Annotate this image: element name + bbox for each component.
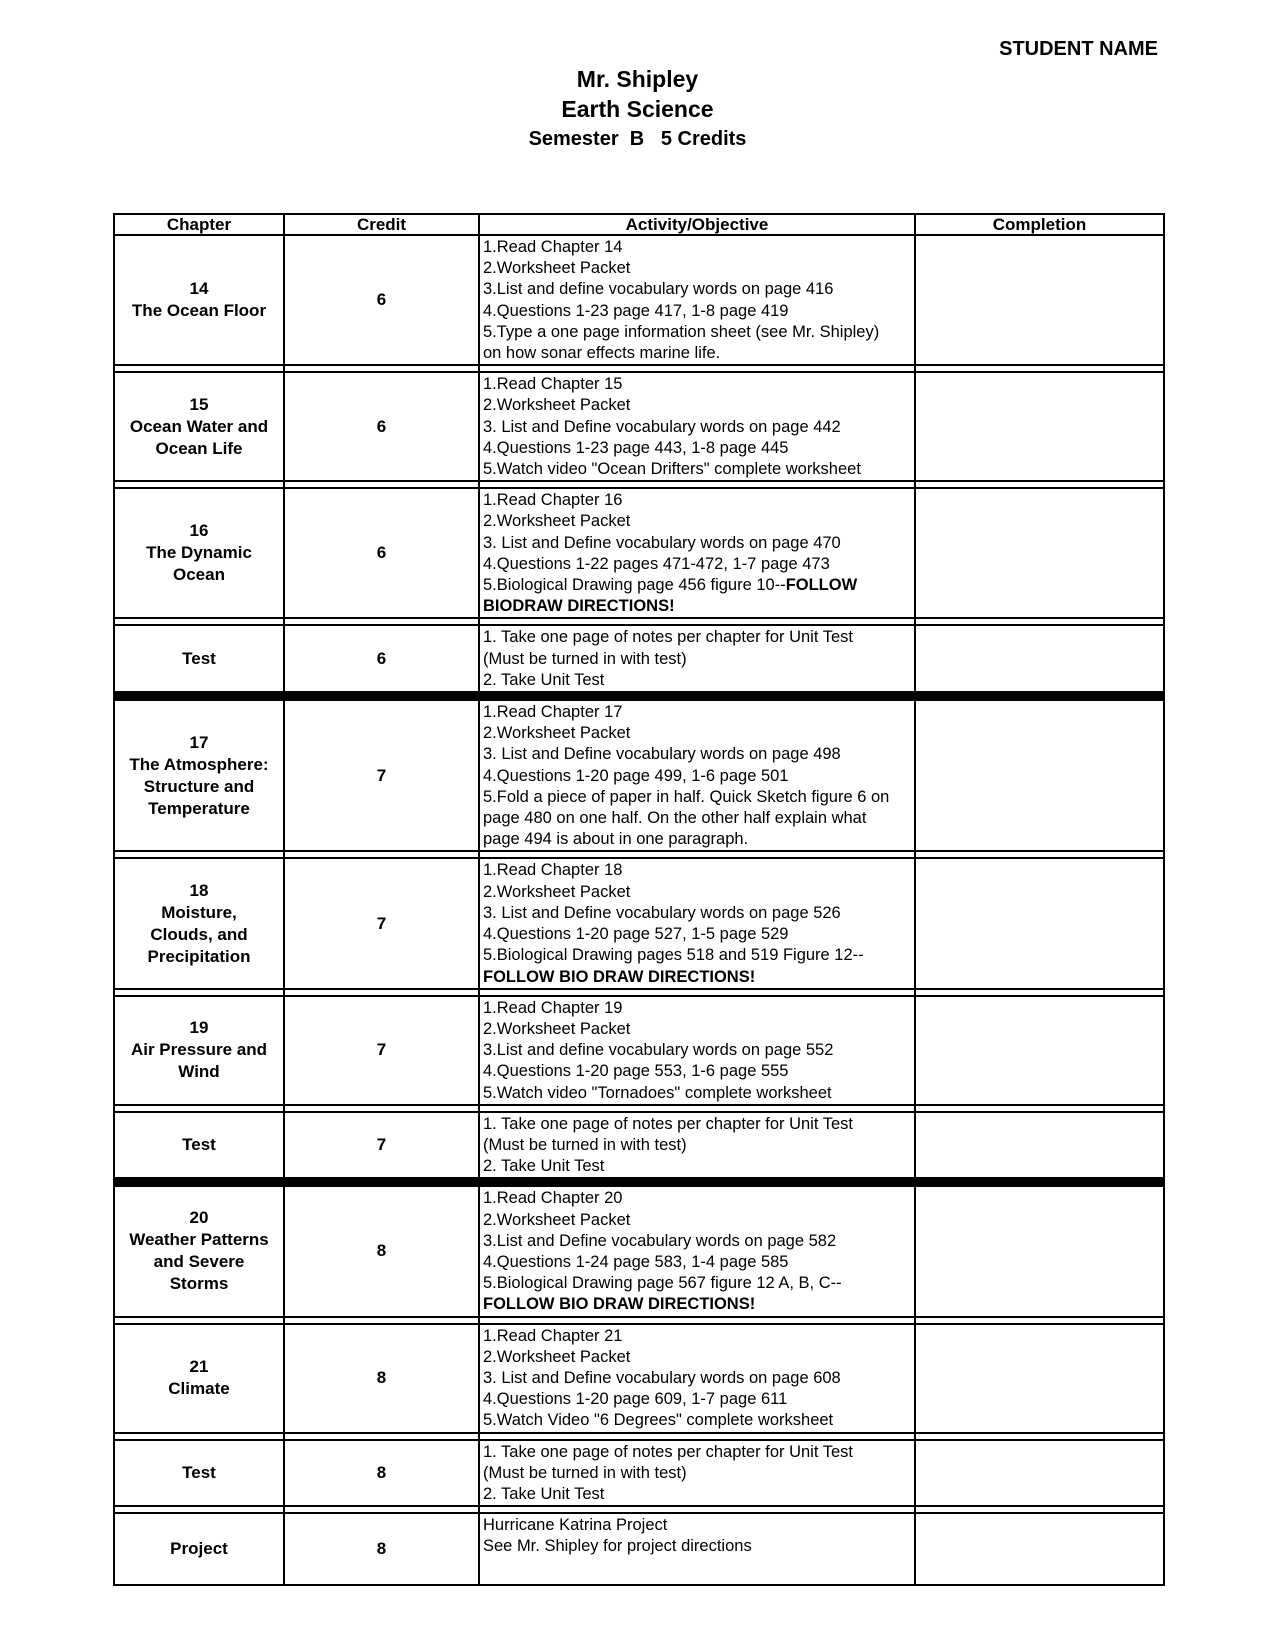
separator-cell xyxy=(915,1317,1164,1324)
activity-line xyxy=(483,1210,914,1231)
separator-cell xyxy=(284,1105,479,1112)
separator-cell xyxy=(479,365,915,372)
activity-line xyxy=(483,1231,914,1252)
activity-cell xyxy=(479,1324,915,1433)
activity-text: 5.Type a one page information sheet (see Mr. Shipley) xyxy=(483,322,880,341)
completion-cell[interactable] xyxy=(915,372,1164,481)
column-header-chapter: Chapter xyxy=(114,214,284,235)
activity-text: 5.Watch video "Tornadoes" complete worksheet xyxy=(483,1083,832,1102)
row-separator xyxy=(114,1433,1164,1440)
chapter-title: The Ocean Floor xyxy=(131,301,267,321)
activity-text: See Mr. Shipley for project directions xyxy=(483,1537,752,1556)
activity-text: 3. List and Define vocabulary words on page 470 xyxy=(483,533,841,552)
activity-text: 2.Worksheet Packet xyxy=(483,396,631,415)
chapter-number: 17 xyxy=(189,732,209,752)
table-row xyxy=(114,1112,1164,1179)
separator-cell xyxy=(284,1178,479,1186)
table-row xyxy=(114,1186,1164,1316)
activity-cell xyxy=(479,1112,915,1179)
section-divider xyxy=(114,692,1164,700)
separator-cell xyxy=(114,851,284,858)
table-row xyxy=(114,488,1164,618)
activity-text: (Must be turned in with test) xyxy=(483,1463,687,1482)
activity-line xyxy=(483,490,914,511)
table-header-row xyxy=(114,214,1164,235)
activity-text: 3. List and Define vocabulary words on page 498 xyxy=(483,745,841,764)
activity-text: 3.List and define vocabulary words on page 416 xyxy=(483,280,834,299)
activity-line xyxy=(483,438,914,459)
credit-cell: 6 xyxy=(284,235,479,365)
activity-line xyxy=(483,1083,914,1104)
activity-text: 4.Questions 1-24 page 583, 1-4 page 585 xyxy=(483,1252,789,1271)
separator-cell xyxy=(284,692,479,700)
chapter-title: Air Pressure and Wind xyxy=(130,1040,268,1082)
credit-cell: 8 xyxy=(284,1186,479,1316)
credit-cell: 7 xyxy=(284,1112,479,1179)
activity-line xyxy=(483,575,914,596)
separator-cell xyxy=(479,481,915,488)
activity-text: 4.Questions 1-23 page 443, 1-8 page 445 xyxy=(483,438,789,457)
activity-cell xyxy=(479,1440,915,1507)
completion-cell[interactable] xyxy=(915,996,1164,1105)
separator-cell xyxy=(915,481,1164,488)
separator-cell xyxy=(284,1317,479,1324)
row-separator xyxy=(114,1317,1164,1324)
completion-cell[interactable] xyxy=(915,488,1164,618)
chapter-title: Ocean Water and Ocean Life xyxy=(129,416,269,458)
chapter-number: 15 xyxy=(189,394,209,414)
activity-line xyxy=(483,511,914,532)
column-header-activity: Activity/Objective xyxy=(479,214,915,235)
chapter-cell xyxy=(114,625,284,692)
activity-line xyxy=(483,1019,914,1040)
chapter-cell xyxy=(114,1440,284,1507)
completion-cell[interactable] xyxy=(915,858,1164,988)
separator-cell xyxy=(915,618,1164,625)
activity-text: 2.Worksheet Packet xyxy=(483,259,631,278)
completion-cell[interactable] xyxy=(915,625,1164,692)
separator-cell xyxy=(114,365,284,372)
activity-text: 5.Fold a piece of paper in half. Quick Sketch figure 6 on xyxy=(483,787,890,806)
activity-line xyxy=(483,670,914,691)
row-separator xyxy=(114,989,1164,996)
activity-line xyxy=(483,1389,914,1410)
separator-cell xyxy=(479,1178,915,1186)
separator-cell xyxy=(479,1433,915,1440)
activity-line xyxy=(483,998,914,1019)
activity-line xyxy=(483,924,914,945)
activity-text: 3. List and Define vocabulary words on page 608 xyxy=(483,1368,841,1387)
semester-credits: Semester B 5 Credits xyxy=(528,128,747,150)
activity-text: 2. Take Unit Test xyxy=(483,1484,605,1503)
activity-text: 5.Watch Video "6 Degrees" complete worksheet xyxy=(483,1411,834,1430)
activity-line xyxy=(483,1410,914,1431)
separator-cell xyxy=(114,1317,284,1324)
activity-cell xyxy=(479,858,915,988)
schedule-table xyxy=(113,213,1165,1586)
activity-cell xyxy=(479,488,915,618)
table-row xyxy=(114,372,1164,481)
teacher-name: Mr. Shipley xyxy=(576,66,699,92)
row-separator xyxy=(114,618,1164,625)
completion-cell[interactable] xyxy=(915,1513,1164,1585)
activity-line xyxy=(483,744,914,765)
separator-cell xyxy=(284,1433,479,1440)
activity-text: on how sonar effects marine life. xyxy=(483,344,721,363)
chapter-cell xyxy=(114,700,284,851)
completion-cell[interactable] xyxy=(915,1440,1164,1507)
separator-cell xyxy=(114,692,284,700)
activity-bold-line: FOLLOW BIO DRAW DIRECTIONS! xyxy=(483,1295,756,1314)
chapter-title: Project xyxy=(170,1539,228,1559)
activity-line xyxy=(483,1368,914,1389)
activity-line xyxy=(483,1135,914,1156)
activity-text: 1. Take one page of notes per chapter for Unit Test xyxy=(483,1442,853,1461)
activity-text: 1.Read Chapter 18 xyxy=(483,861,623,880)
student-name-label: STUDENT NAME xyxy=(999,38,1158,60)
separator-cell xyxy=(479,989,915,996)
activity-line xyxy=(483,1188,914,1209)
chapter-number: 21 xyxy=(189,1357,209,1377)
chapter-title: Moisture, Clouds, and Precipitation xyxy=(147,902,251,966)
separator-cell xyxy=(284,481,479,488)
activity-line xyxy=(483,1326,914,1347)
separator-cell xyxy=(915,365,1164,372)
activity-line xyxy=(483,1347,914,1368)
activity-line xyxy=(483,459,914,480)
column-header-credit: Credit xyxy=(284,214,479,235)
credit-cell: 7 xyxy=(284,996,479,1105)
activity-line xyxy=(483,301,914,322)
activity-line xyxy=(483,1463,914,1484)
credit-cell: 8 xyxy=(284,1440,479,1507)
chapter-cell xyxy=(114,372,284,481)
activity-text: 1. Take one page of notes per chapter for Unit Test xyxy=(483,628,853,647)
credit-cell: 8 xyxy=(284,1324,479,1433)
activity-line xyxy=(483,1114,914,1135)
activity-line xyxy=(483,808,914,829)
activity-line xyxy=(483,374,914,395)
chapter-cell xyxy=(114,858,284,988)
activity-text: (Must be turned in with test) xyxy=(483,1135,687,1154)
separator-cell xyxy=(114,989,284,996)
row-separator xyxy=(114,1506,1164,1513)
activity-cell xyxy=(479,700,915,851)
column-header-completion: Completion xyxy=(915,214,1164,235)
activity-text: 2.Worksheet Packet xyxy=(483,724,631,743)
chapter-cell xyxy=(114,1324,284,1433)
activity-cell xyxy=(479,625,915,692)
activity-line xyxy=(483,766,914,787)
separator-cell xyxy=(479,851,915,858)
activity-line xyxy=(483,395,914,416)
activity-text: 4.Questions 1-22 pages 471-472, 1-7 page 473 xyxy=(483,554,830,573)
activity-text: 4.Questions 1-20 page 553, 1-6 page 555 xyxy=(483,1062,789,1081)
activity-bold-line: BIODRAW DIRECTIONS! xyxy=(483,597,675,616)
activity-line xyxy=(483,1061,914,1082)
chapter-cell xyxy=(114,235,284,365)
completion-cell[interactable] xyxy=(915,1324,1164,1433)
separator-cell xyxy=(284,851,479,858)
activity-text: 3.List and define vocabulary words on page 552 xyxy=(483,1041,834,1060)
activity-cell xyxy=(479,372,915,481)
activity-text: 5.Biological Drawing pages 518 and 519 Figure 12-- xyxy=(483,946,864,965)
chapter-cell xyxy=(114,1112,284,1179)
separator-cell xyxy=(284,618,479,625)
activity-text: 5.Biological Drawing page 567 figure 12 A, B, C-- xyxy=(483,1274,842,1293)
activity-text: 2.Worksheet Packet xyxy=(483,1019,631,1038)
activity-line xyxy=(483,1273,914,1294)
table-row xyxy=(114,625,1164,692)
activity-text: 4.Questions 1-20 page 527, 1-5 page 529 xyxy=(483,925,789,944)
activity-text: 2.Worksheet Packet xyxy=(483,512,631,531)
chapter-cell xyxy=(114,488,284,618)
chapter-cell xyxy=(114,996,284,1105)
activity-line xyxy=(483,237,914,258)
completion-cell[interactable] xyxy=(915,700,1164,851)
activity-line xyxy=(483,343,914,364)
table-row xyxy=(114,1440,1164,1507)
separator-cell xyxy=(114,618,284,625)
table-row xyxy=(114,1324,1164,1433)
document-header xyxy=(0,64,1275,154)
activity-cell xyxy=(479,235,915,365)
course-title: Earth Science xyxy=(561,96,714,122)
activity-text: 1. Take one page of notes per chapter for Unit Test xyxy=(483,1114,853,1133)
activity-line xyxy=(483,649,914,670)
table-row xyxy=(114,700,1164,851)
chapter-number: 14 xyxy=(189,279,209,299)
separator-cell xyxy=(114,481,284,488)
activity-bold-text: FOLLOW xyxy=(785,576,858,595)
separator-cell xyxy=(114,1506,284,1513)
separator-cell xyxy=(284,989,479,996)
activity-text: 2.Worksheet Packet xyxy=(483,1347,631,1366)
activity-text: 1.Read Chapter 14 xyxy=(483,238,623,256)
activity-text: 3. List and Define vocabulary words on page 526 xyxy=(483,903,841,922)
activity-text: (Must be turned in with test) xyxy=(483,649,687,668)
activity-line xyxy=(483,1442,914,1463)
credit-cell: 6 xyxy=(284,372,479,481)
chapter-cell xyxy=(114,1513,284,1585)
activity-text: 1.Read Chapter 17 xyxy=(483,703,623,722)
separator-cell xyxy=(479,618,915,625)
activity-text: 1.Read Chapter 19 xyxy=(483,998,623,1017)
activity-line xyxy=(483,903,914,924)
chapter-title: The Atmosphere: Structure and Temperature xyxy=(129,754,269,818)
row-separator xyxy=(114,1105,1164,1112)
row-separator xyxy=(114,481,1164,488)
activity-line xyxy=(483,1515,914,1536)
chapter-number: 18 xyxy=(189,880,209,900)
activity-bold-line: FOLLOW BIO DRAW DIRECTIONS! xyxy=(483,967,756,986)
row-separator xyxy=(114,851,1164,858)
separator-cell xyxy=(114,1178,284,1186)
credit-cell: 7 xyxy=(284,700,479,851)
activity-cell xyxy=(479,1513,915,1585)
table-row xyxy=(114,235,1164,365)
separator-cell xyxy=(114,1433,284,1440)
chapter-title: Climate xyxy=(168,1379,230,1399)
activity-text: 1.Read Chapter 21 xyxy=(483,1326,623,1345)
activity-text: 4.Questions 1-20 page 609, 1-7 page 611 xyxy=(483,1390,788,1409)
activity-text: 1.Read Chapter 15 xyxy=(483,375,623,394)
activity-text: page 494 is about in one paragraph. xyxy=(483,830,749,849)
activity-text: 5.Biological Drawing page 456 figure 10-- xyxy=(483,576,786,595)
separator-cell xyxy=(479,1506,915,1513)
activity-line xyxy=(483,702,914,723)
chapter-number: 19 xyxy=(189,1018,209,1038)
separator-cell xyxy=(915,851,1164,858)
activity-text: 5.Watch video "Ocean Drifters" complete worksheet xyxy=(483,460,861,479)
separator-cell xyxy=(915,1105,1164,1112)
table-row xyxy=(114,1513,1164,1585)
separator-cell xyxy=(915,692,1164,700)
activity-text: 4.Questions 1-20 page 499, 1-6 page 501 xyxy=(483,766,789,785)
activity-line xyxy=(483,723,914,744)
activity-line xyxy=(483,882,914,903)
activity-line xyxy=(483,1536,914,1557)
activity-text: Hurricane Katrina Project xyxy=(483,1516,668,1535)
completion-cell[interactable] xyxy=(915,1186,1164,1316)
credit-cell: 8 xyxy=(284,1513,479,1585)
chapter-cell xyxy=(114,1186,284,1316)
table-row xyxy=(114,996,1164,1105)
section-divider xyxy=(114,1178,1164,1186)
activity-line xyxy=(483,1040,914,1061)
activity-line xyxy=(483,322,914,343)
activity-text: 3. List and Define vocabulary words on page 442 xyxy=(483,417,841,436)
credit-cell: 6 xyxy=(284,488,479,618)
activity-text: 4.Questions 1-23 page 417, 1-8 page 419 xyxy=(483,301,789,320)
separator-cell xyxy=(114,1105,284,1112)
completion-cell[interactable] xyxy=(915,235,1164,365)
separator-cell xyxy=(284,365,479,372)
separator-cell xyxy=(284,1506,479,1513)
credit-cell: 7 xyxy=(284,858,479,988)
activity-line xyxy=(483,554,914,575)
activity-line xyxy=(483,1252,914,1273)
activity-line xyxy=(483,417,914,438)
credit-cell: 6 xyxy=(284,625,479,692)
chapter-number: 16 xyxy=(189,521,209,541)
activity-text: 1.Read Chapter 16 xyxy=(483,491,623,510)
row-separator xyxy=(114,365,1164,372)
separator-cell xyxy=(915,1178,1164,1186)
chapter-title: Weather Patterns and Severe Storms xyxy=(129,1230,269,1294)
chapter-title: Test xyxy=(182,1462,216,1482)
separator-cell xyxy=(915,1433,1164,1440)
separator-cell xyxy=(479,1105,915,1112)
completion-cell[interactable] xyxy=(915,1112,1164,1179)
activity-line xyxy=(483,1156,914,1177)
activity-text: 2.Worksheet Packet xyxy=(483,1210,631,1229)
table-row xyxy=(114,858,1164,988)
activity-text: page 480 on one half. On the other half explain what xyxy=(483,809,867,828)
activity-line xyxy=(483,1484,914,1505)
chapter-title: The Dynamic Ocean xyxy=(146,543,252,585)
activity-line xyxy=(483,533,914,554)
chapter-title: Test xyxy=(182,648,216,668)
separator-cell xyxy=(479,692,915,700)
chapter-number: 20 xyxy=(189,1208,209,1228)
activity-line xyxy=(483,829,914,850)
activity-text: 2.Worksheet Packet xyxy=(483,882,631,901)
activity-line xyxy=(483,945,914,966)
activity-text: 2. Take Unit Test xyxy=(483,670,605,689)
activity-line xyxy=(483,860,914,881)
activity-cell xyxy=(479,996,915,1105)
activity-text: 1.Read Chapter 20 xyxy=(483,1189,623,1208)
separator-cell xyxy=(479,1317,915,1324)
activity-cell xyxy=(479,1186,915,1316)
activity-line xyxy=(483,627,914,648)
activity-text: 3.List and Define vocabulary words on page 582 xyxy=(483,1231,837,1250)
activity-line xyxy=(483,787,914,808)
activity-line xyxy=(483,279,914,300)
chapter-title: Test xyxy=(182,1135,216,1155)
activity-line xyxy=(483,258,914,279)
activity-text: 2. Take Unit Test xyxy=(483,1157,605,1176)
separator-cell xyxy=(915,1506,1164,1513)
separator-cell xyxy=(915,989,1164,996)
